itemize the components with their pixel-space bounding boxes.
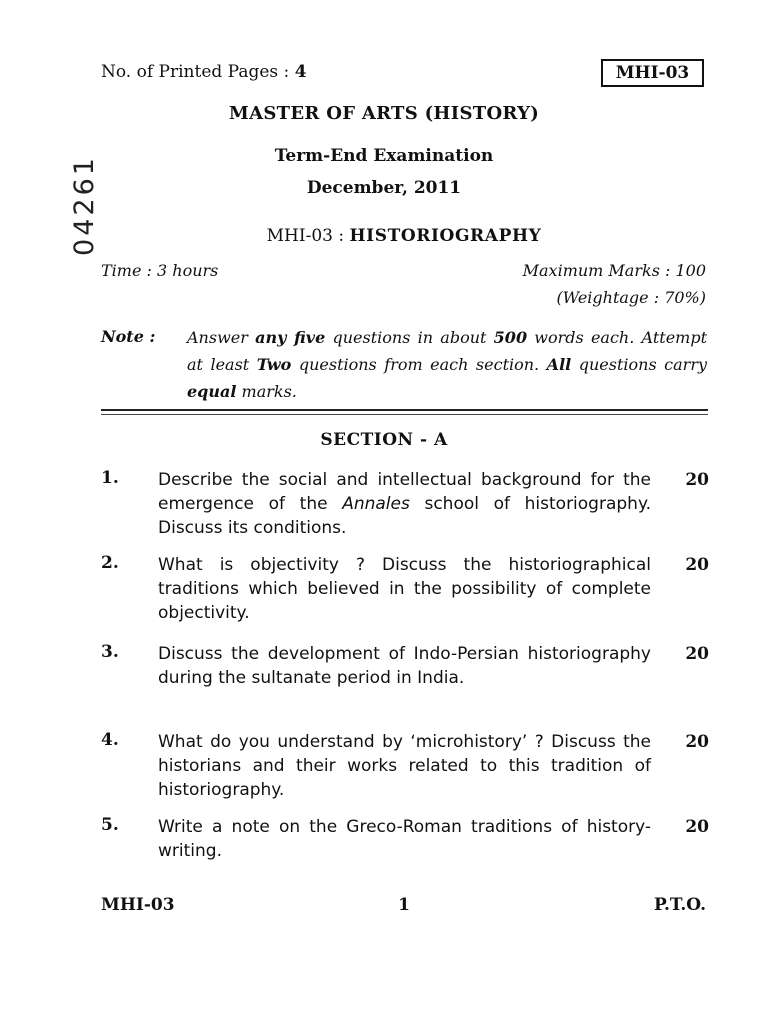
paper-code-box: MHI-03	[601, 59, 704, 87]
question-marks: 20	[685, 817, 709, 837]
course-name: HISTORIOGRAPHY	[349, 226, 542, 246]
note-label: Note :	[101, 327, 156, 346]
divider-rule-thin	[101, 414, 708, 415]
footer-pto: P.T.O.	[654, 895, 706, 915]
exam-title: Term-End Examination	[274, 146, 494, 166]
question-text: What is objectivity ? Discuss the historiographical traditions which believed in the possibility of complete objectivity.	[158, 555, 651, 623]
note-text: Answer any five questions in about 500 words each. Attempt at least Two questions from each section. All questions carry equal marks.	[187, 328, 708, 401]
question-number: 2.	[101, 553, 119, 573]
question-marks: 20	[685, 555, 709, 575]
weightage: (Weightage : 70%)	[556, 288, 706, 307]
question-number: 5.	[101, 815, 119, 835]
serial-number-text: 04261	[68, 154, 100, 256]
question-text: Write a note on the Greco-Roman traditions of history-writing.	[158, 817, 651, 861]
course-code: MHI-03 :	[266, 226, 345, 246]
question-marks: 20	[685, 470, 709, 490]
divider-rule	[101, 409, 708, 411]
printed-pages-value: 4	[294, 62, 307, 82]
question-number: 1.	[101, 468, 119, 488]
printed-pages-line	[101, 62, 307, 82]
question-text: Discuss the development of Indo-Persian historiography during the sultanate period in India.	[158, 644, 651, 688]
question-text: Describe the social and intellectual background for the emergence of the Annales school of historiography. Discuss its conditions.	[158, 470, 651, 538]
question-number: 4.	[101, 730, 119, 750]
question-marks: 20	[685, 644, 709, 664]
footer-paper-code: MHI-03	[101, 895, 175, 915]
exam-session: December, 2011	[306, 178, 462, 198]
question-number: 3.	[101, 642, 119, 662]
question-marks: 20	[685, 732, 709, 752]
course-title	[0, 226, 768, 246]
printed-pages-label: No. of Printed Pages :	[101, 62, 290, 82]
programme-title: MASTER OF ARTS (HISTORY)	[228, 103, 540, 124]
footer-page-number: 1	[398, 895, 410, 915]
question-text: What do you understand by ‘microhistory’ ? Discuss the historians and their works related to this tradition of historiography.	[158, 732, 651, 800]
time-allowed: Time : 3 hours	[101, 261, 219, 280]
maximum-marks: Maximum Marks : 100	[522, 261, 706, 280]
section-heading: SECTION - A	[320, 430, 448, 450]
